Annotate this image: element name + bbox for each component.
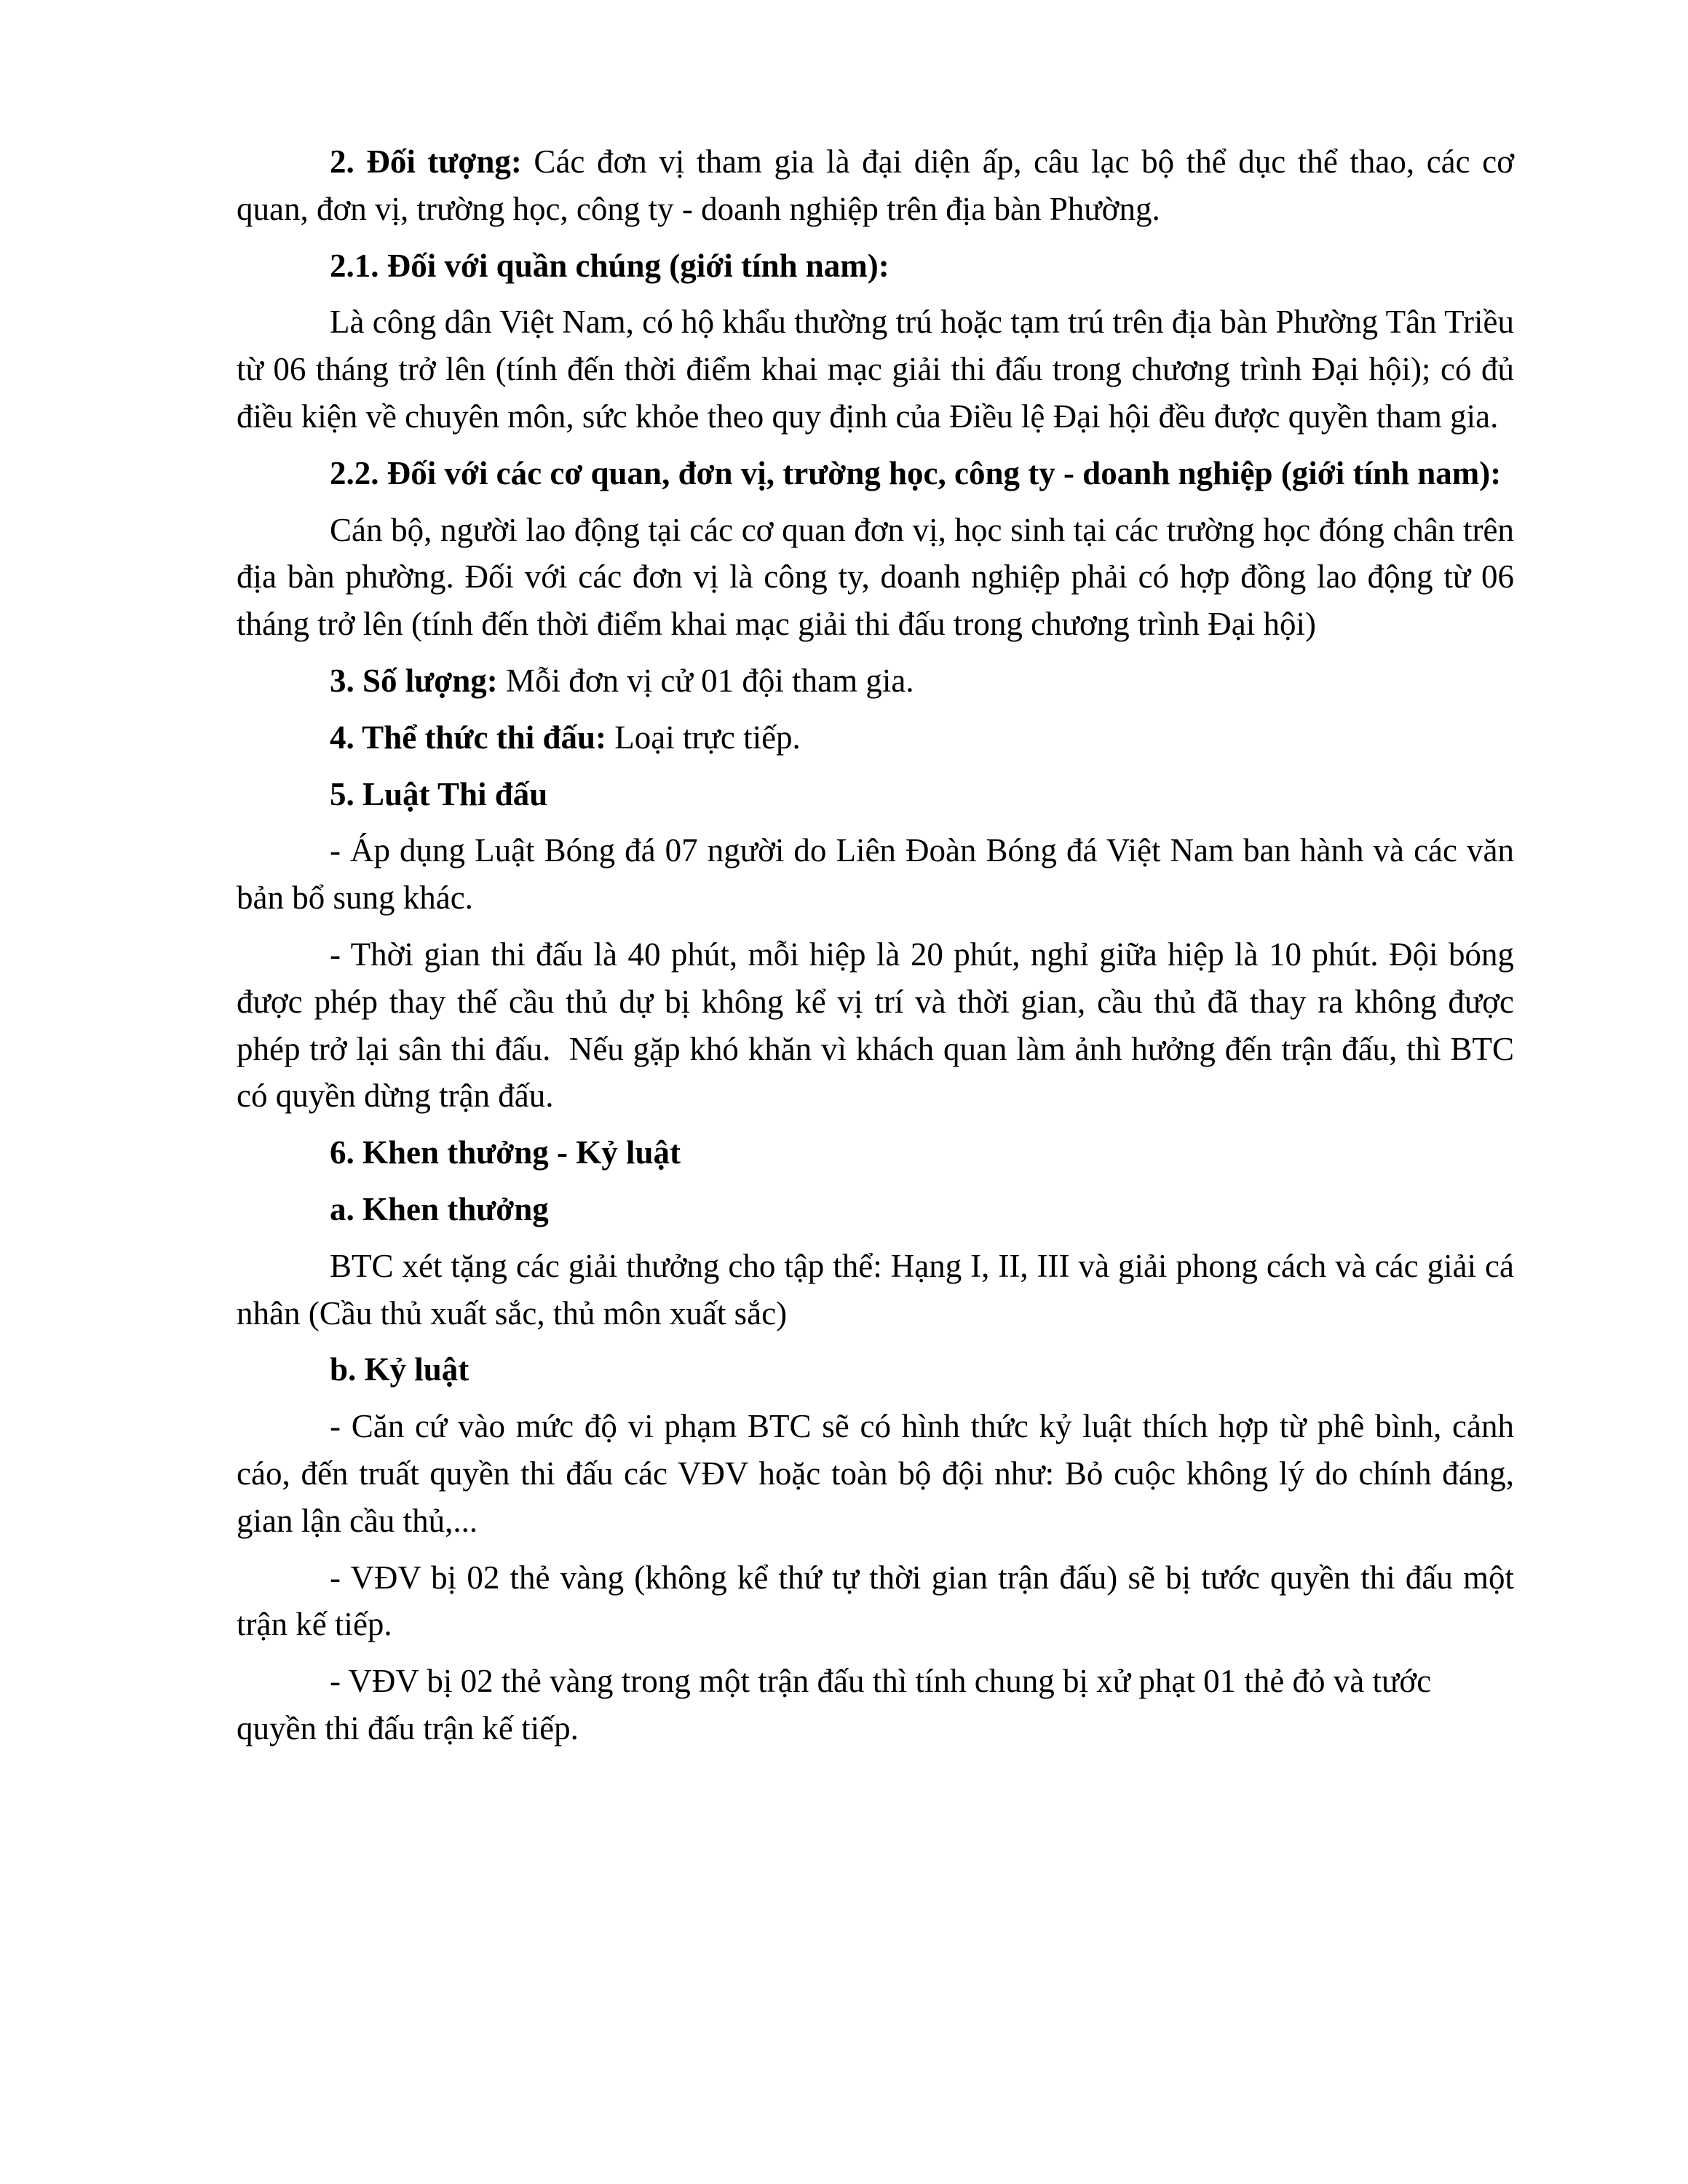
heading-6b-ky-luat: b. Kỷ luật [330, 1351, 469, 1388]
section-3-so-luong [237, 657, 1514, 705]
heading-5-luat-thi-dau: 5. Luật Thi đấu [330, 775, 548, 812]
bullet-6b-3-the-do: - VĐV bị 02 thẻ vàng trong một trận đấu thì tính chung bị xử phạt 01 thẻ đỏ và tước quyền thi đấu trận kế tiếp. [237, 1663, 1440, 1746]
document-body [237, 138, 1523, 1762]
paragraph-2-2-body: Cán bộ, người lao động tại các cơ quan đơn vị, học sinh tại các trường học đóng chân trên địa bàn phường. Đối với các đơn vị là công ty, doanh nghiệp phải có hợp đồng lao động từ 06 tháng trở lên (tính đến thời điểm khai mạc giải thi đấu trong chương trình Đại hội) [237, 511, 1523, 643]
heading-6a-khen-thuong: a. Khen thưởng [330, 1190, 549, 1227]
bullet-5-1-luat-bong-da: - Áp dụng Luật Bóng đá 07 người do Liên Đoàn Bóng đá Việt Nam ban hành và các văn bản bổ sung khác. [237, 832, 1523, 917]
paragraph-6a-body: BTC xét tặng các giải thưởng cho tập thể: Hạng I, II, III và giải phong cách và các giải cá nhân (Cầu thủ xuất sắc, thủ môn xuất sắc) [237, 1247, 1523, 1332]
section-3-lead: 3. Số lượng: [330, 662, 498, 699]
heading-2-2-co-quan-don-vi: 2.2. Đối với các cơ quan, đơn vị, trường học, công ty - doanh nghiệp (giới tính nam): [330, 454, 1502, 491]
section-3-body: Mỗi đơn vị cử 01 đội tham gia. [497, 662, 914, 699]
bullet-5-2-thoi-gian-thi-dau: - Thời gian thi đấu là 40 phút, mỗi hiệp là 20 phút, nghỉ giữa hiệp là 10 phút. Đội bóng được phép thay thế cầu thủ dự bị không kể vị trí và thời gian, cầu thủ đã thay ra không được phép trở lại sân thi đấu. Nếu gặp khó khăn vì khách quan làm ảnh hưởng đến trận đấu, thì BTC có quyền dừng trận đấu. [237, 935, 1523, 1115]
bullet-6b-2-hai-the-vang: - VĐV bị 02 thẻ vàng (không kể thứ tự thời gian trận đấu) sẽ bị tước quyền thi đấu một trận kế tiếp. [237, 1559, 1523, 1643]
section-2-body: Các đơn vị tham gia là đại diện ấp, câu lạc bộ thể dục thể thao, các cơ quan, đơn vị, trường học, công ty - doanh nghiệp trên địa bàn Phường. [237, 143, 1523, 227]
heading-6-khen-thuong-ky-luat: 6. Khen thưởng - Kỷ luật [330, 1134, 681, 1171]
section-2-lead: 2. Đối tượng: [330, 143, 522, 180]
section-4-the-thuc-thi-dau [237, 714, 1514, 761]
section-2-doi-tuong [237, 138, 1523, 233]
heading-2-1-quan-chung: 2.1. Đối với quần chúng (giới tính nam): [330, 247, 889, 284]
section-4-lead: 4. Thể thức thi đấu: [330, 719, 606, 756]
section-4-body: Loại trực tiếp. [606, 719, 801, 756]
bullet-6b-1-muc-do-vi-pham: - Căn cứ vào mức độ vi phạm BTC sẽ có hình thức kỷ luật thích hợp từ phê bình, cảnh cáo, đến truất quyền thi đấu các VĐV hoặc toàn bộ đội như: Bỏ cuộc không lý do chính đáng, gian lận cầu thủ,... [237, 1408, 1523, 1539]
paragraph-2-1-body: Là công dân Việt Nam, có hộ khẩu thường trú hoặc tạm trú trên địa bàn Phường Tân Triều từ 06 tháng trở lên (tính đến thời điểm khai mạc giải thi đấu trong chương trình Đại hội); có đủ điều kiện về chuyên môn, sức khỏe theo quy định của Điều lệ Đại hội đều được quyền tham gia. [237, 304, 1523, 435]
